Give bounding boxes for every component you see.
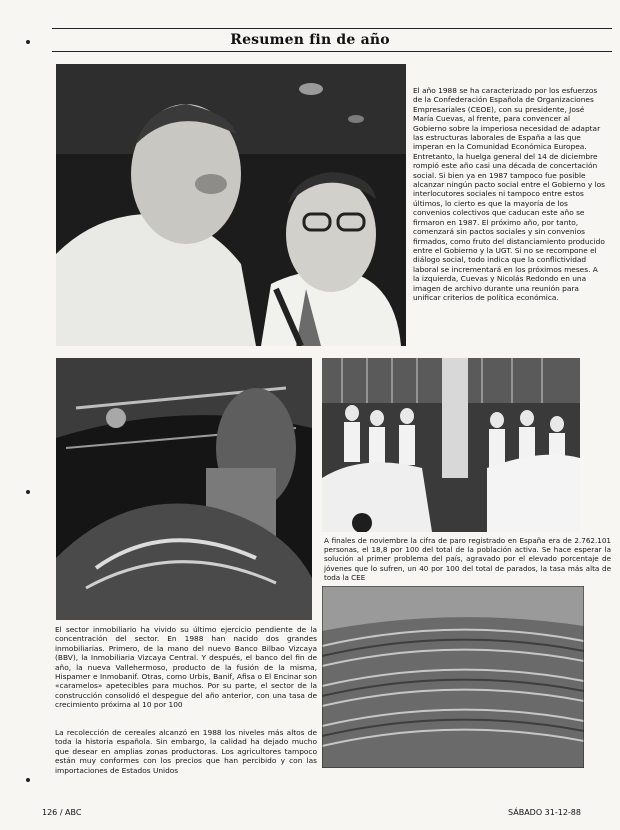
footer-page-number: 126 / ABC <box>42 808 82 817</box>
page-title: Resumen fin de año <box>230 32 390 48</box>
photo-construction-site <box>56 358 312 620</box>
caption-real-estate: El sector inmobiliario ha vivido su último ejercicio pendiente de la concentración del sector. En 1988 han nacido dos grandes inmobiliarias. Primero, de la mano del nuevo Banco Bilbao Vizcaya (BBV), la Inmobiliaria Vizcaya Central. Y después, el banco del fin de año, la nueva Vallehermoso, producto de la fusión de la misma, Hispamer e Inmobanif. Otras, como Urbis, Banif, Afisa o El Encinar son «caramelos» apetecibles para muchos. Por su parte, el sector de la construcción consolidó el despegue del año anterior, con una tasa de crecimiento próxima al 10 por 100 <box>55 625 317 710</box>
edge-mark <box>26 490 30 494</box>
header-top-rule <box>52 28 612 29</box>
caption-unemployment: A finales de noviembre la cifra de paro registrado en España era de 2.762.101 personas, el 18,8 por 100 del total de la población activa. Se hace esperar la solución al primer problema del país, agravado por el elevado porcentaje de jóvenes que lo sufren, un 40 por 100 del total de parados, la tasa más alta de toda la CEE <box>324 536 611 582</box>
caption-labor-relations: El año 1988 se ha caracterizado por los esfuerzos de la Confederación Española de Organizaciones Empresariales (CEOE), con su presidente, José María Cuevas, al frente, para convencer al Gobierno sobre la imperiosa necesidad de adaptar las estructuras laborales de España a las que imperan en la Comunidad Económica Europea. Entretanto, la huelga general del 14 de diciembre rompió este año casi una década de concertación social. Si bien ya en 1987 tampoco fue posible alcanzar ningún pacto social entre el Gobierno y los interlocutores sociales ni tampoco entre estos últimos, lo cierto es que la mayoría de los convenios colectivos que caducan este año se firmaron en 1987. El próximo año, por tanto, comenzará sin pactos sociales y sin convenios firmados, como fruto del distanciamiento producido entre el Gobierno y la UGT. Si no se recompone el diálogo social, todo indica que la conflictividad laboral se incrementará en los próximos meses. A la izquierda, Cuevas y Nicolás Redondo en una imagen de archivo durante una reunión para unificar criterios de política económica. <box>413 86 605 302</box>
photo-cuevas-redondo <box>56 64 406 346</box>
photo-cereal-field <box>322 586 584 768</box>
footer-date: SÁBADO 31-12-88 <box>508 808 581 817</box>
header-bottom-rule <box>52 51 612 52</box>
photo-unemployment-office <box>322 358 580 532</box>
edge-mark <box>26 40 30 44</box>
edge-mark <box>26 778 30 782</box>
caption-cereal-harvest: La recolección de cereales alcanzó en 1988 los niveles más altos de toda la historia española. Sin embargo, la calidad ha dejado mucho que desear en amplias zonas productoras. Los agricultores tampoco están muy conformes con los precios que han percibido y con las importaciones de Estados Unidos <box>55 728 317 775</box>
